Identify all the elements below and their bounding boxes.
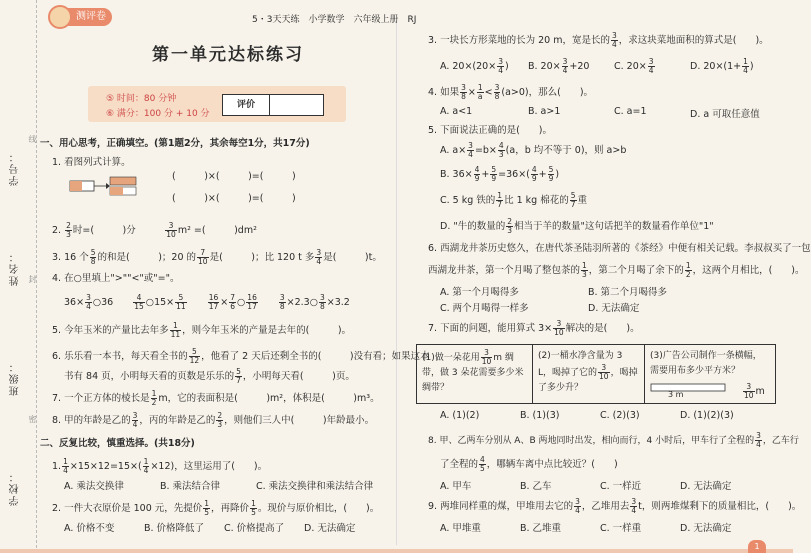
question-r3: 3. 一块长方形菜地的长为 20 m，宽是长的 $\frac{3}{4}$ ，求这块菜地面积的算式是( )。 (428, 31, 769, 49)
question-2-2: 2. 一件大衣原价是 100 元，先提价 $\frac{1}{5}$ ，再降价 $\frac{1}{5}$ 。现价与原价相比，( )。 (52, 499, 380, 517)
question-6-line-2: 书有 84 页，小明每天看的页数是乐乐的 $\frac{5}{7}$ ，小明每天看( )页。 (64, 367, 355, 385)
q7-box-3: (3)广告公司制作一条横幅，需要用布多少平方米？ (645, 345, 775, 403)
time-info: ⑤ 时间：80 分钟 (106, 94, 177, 104)
option-d[interactable]: D. 无法确定 (588, 303, 640, 314)
option-d[interactable]: D. (1)(2)(3) (680, 410, 734, 421)
option-d[interactable]: D. 无法确定 (680, 481, 732, 492)
option-d[interactable]: D. 20×(1+ $\frac{1}{4}$ ) (690, 57, 754, 75)
section-2-heading: 二、反复比较，慎重选择。(共18分) (40, 438, 195, 449)
option-c[interactable]: C. 两个月喝得一样多 (440, 303, 529, 314)
binding-strip (0, 0, 37, 553)
question-r7-options-box (416, 344, 776, 404)
score-info: ⑥ 满分：100 分 + 10 分 (106, 109, 210, 119)
question-r6: 6. 西湖龙井茶历史悠久，在唐代茶圣陆羽所著的《茶经》中便有相关记载。李叔叔买了一包 (428, 243, 811, 254)
bottom-stripe (0, 549, 793, 553)
student-number-label: 学号： (10, 150, 21, 186)
info-box (88, 86, 346, 122)
name-label: 姓名： (10, 250, 21, 286)
option-a[interactable]: A. 20×(20× $\frac{3}{4}$ ) (440, 57, 509, 75)
option-c[interactable]: C. 5 kg 铁的 $\frac{1}{7}$ 比 1 kg 棉花的 $\frac{5}{7}$ 重 (440, 191, 588, 209)
option-d[interactable]: D. "牛的数量的 $\frac{2}{3}$ 相当于羊的数量"这句话把羊的数量看作单位"1" (440, 217, 714, 235)
option-c[interactable]: C. 20× $\frac{3}{4}$ (614, 57, 654, 75)
question-7: 7. 一个正方体的棱长是 $\frac{1}{2}$ m，它的表面积是( )m²，体积是( )m³。 (52, 389, 380, 407)
cut-mark: 密 (28, 415, 37, 423)
option-a[interactable]: A. 甲车 (440, 481, 472, 492)
banner-diagram (650, 381, 730, 395)
question-2: 2. $\frac{2}{3}$ 时=( )分 $\frac{3}{10}$ m² =( )dm² (52, 221, 257, 239)
q7-box-1: (1)做一朵花用 $\frac{3}{10}$ m 绸带，做 3 朵花需要多少米绸带？ (417, 345, 533, 403)
option-a[interactable]: A. 甲堆重 (440, 523, 481, 534)
option-c[interactable]: C. a=1 (614, 106, 647, 117)
question-1-blank-bottom[interactable]: ( )×( )=( ) (172, 193, 296, 204)
option-b[interactable]: B. 20× $\frac{3}{4}$ +20 (528, 57, 590, 75)
page-divider (396, 20, 397, 545)
question-r7: 7. 下面的问题，能用算式 3× $\frac{3}{10}$ 解决的是( )。 (428, 319, 640, 337)
series-header: 5・3天天练 小学数学 六年级上册 RJ (252, 15, 417, 25)
question-r6-line-2: 西湖龙井茶，第一个月喝了整包茶的 $\frac{1}{3}$ ，第二个月喝了余下的 $\frac{1}{2}$ ，这两个月相比，( )。 (428, 261, 805, 279)
option-c[interactable]: C. 价格提高了 (224, 523, 285, 534)
section-1-heading: 一、用心思考，正确填空。(第1题2分，其余每空1分，共17分) (40, 138, 310, 149)
question-4: 4. 在○里填上">""<"或"="。 (52, 273, 180, 284)
option-a[interactable]: A. 价格不变 (64, 523, 115, 534)
q7-box-2: (2)一桶水净含量为 3 L，喝掉了它的 $\frac{3}{10}$ ，喝掉了多少升？ (533, 345, 645, 403)
evaluation-box[interactable] (222, 94, 324, 116)
question-r5: 5. 下面说法正确的是( )。 (428, 125, 552, 136)
option-c[interactable]: C. (2)(3) (600, 410, 640, 421)
mascot-icon (48, 5, 72, 29)
option-b[interactable]: B. 价格降低了 (144, 523, 205, 534)
option-d[interactable]: D. 无法确定 (680, 523, 732, 534)
question-3: 3. 16 个 $\frac{5}{8}$ 的和是( )；20 的 $\frac{7}{10}$ 是( )；比 120 t 多 $\frac{3}{4}$ 是( )t。 (52, 248, 382, 266)
question-2-1: 1. $\frac{1}{4}$ ×15×12=15×( $\frac{1}{4}$ ×12)，这里运用了( )。 (52, 457, 268, 475)
cut-mark: 线 (28, 135, 37, 143)
option-c[interactable]: C. 乘法交换律和乘法结合律 (256, 481, 374, 492)
question-6: 6. 乐乐看一本书，每天看全书的 $\frac{5}{12}$ ，他看了 2 天后还剩全书的( )没有看；如果这本 (52, 347, 430, 365)
page-title: 第一单元达标练习 (152, 45, 304, 65)
option-b[interactable]: B. a>1 (528, 106, 561, 117)
evaluation-label: 评价 (223, 95, 270, 115)
question-1-blank-top[interactable]: ( )×( )=( ) (172, 171, 296, 182)
option-b[interactable]: B. 乙堆重 (520, 523, 562, 534)
cut-mark: 封 (28, 275, 37, 283)
option-d[interactable]: D. a 可取任意值 (690, 109, 760, 120)
class-label: 班级： (10, 360, 21, 396)
question-r8-line-2: 了全程的 $\frac{4}{5}$ ，哪辆车离中点比较近？( ) (440, 455, 618, 473)
option-c[interactable]: C. 一样近 (600, 481, 642, 492)
option-c[interactable]: C. 一样重 (600, 523, 642, 534)
question-r8: 8. 甲、乙两车分别从 A、B 两地同时出发，相向而行，4 小时后，甲车行了全程的 $\frac{3}{4}$ ，乙车行 (428, 431, 799, 449)
option-b[interactable]: B. 第二个月喝得多 (588, 287, 668, 298)
option-a[interactable]: A. a× $\frac{3}{4}$ =b× $\frac{4}{3}$ (a，b 均不等于 0)，则 a>b (440, 141, 627, 159)
option-b[interactable]: B. (1)(3) (520, 410, 560, 421)
page-number: 1 (748, 540, 766, 553)
question-1: 1. 看图列式计算。 (52, 157, 131, 168)
option-b[interactable]: B. 乘法结合律 (160, 481, 221, 492)
banner-width: $\frac{3}{10}$ m (744, 382, 765, 400)
option-a[interactable]: A. (1)(2) (440, 410, 480, 421)
option-a[interactable]: A. a<1 (440, 106, 473, 117)
school-label: 学校： (10, 470, 21, 506)
question-r4: 4. 如果 $\frac{3}{8}$ × $\frac{1}{a}$ < $\frac{3}{8}$ (a>0)，那么( )。 (428, 83, 594, 101)
banner-length: 3 m (668, 390, 684, 399)
question-4-items: 36× $\frac{3}{4}$ ○36 $\frac{4}{15}$ ○15× $\frac{5}{11}$ $\frac{16}{17}$ × $\frac{7}{6}$ ○ $\frac{16}{17}$ $\frac{3}{8}$ ×2.3○ $\frac{3}{8}$ ×3.2 (64, 293, 350, 311)
test-badge: 测评卷 (50, 8, 112, 26)
question-5: 5. 今年玉米的产量比去年多 $\frac{1}{11}$ ，则今年玉米的产量是去年的( )。 (52, 321, 352, 339)
option-b[interactable]: B. 乙车 (520, 481, 552, 492)
fraction-bar-diagram (70, 175, 136, 205)
option-b[interactable]: B. 36× $\frac{4}{9}$ + $\frac{5}{9}$ =36×( $\frac{4}{9}$ + $\frac{5}{9}$ ) (440, 165, 560, 183)
option-a[interactable]: A. 第一个月喝得多 (440, 287, 519, 298)
option-a[interactable]: A. 乘法交换律 (64, 481, 124, 492)
question-8: 8. 甲的年龄是乙的 $\frac{3}{4}$ ，丙的年龄是乙的 $\frac{2}{3}$ ，则他们三人中( )年龄最小。 (52, 411, 375, 429)
option-d[interactable]: D. 无法确定 (304, 523, 356, 534)
question-r9: 9. 两堆同样重的煤，甲堆用去它的 $\frac{3}{4}$ ，乙堆用去 $\frac{3}{4}$ t，则两堆煤剩下的质量相比，( )。 (428, 497, 802, 515)
